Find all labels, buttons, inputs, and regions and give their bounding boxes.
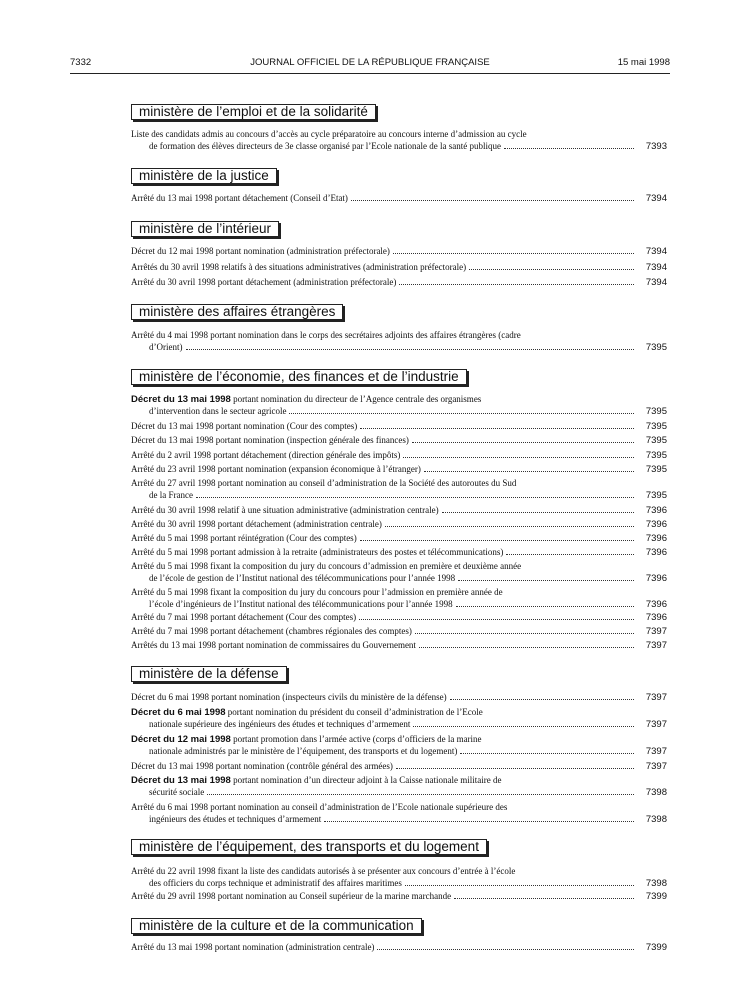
entry-text: portant promotion dans l’armée active (corps d’officiers de la marine <box>230 734 482 744</box>
entry-page-number: 7396 <box>645 505 667 516</box>
entry-text-tail <box>131 891 451 903</box>
entry-text: de formation des élèves directeurs de 3e classe organisé par l’Ecole nationale de la santé publique <box>149 140 501 151</box>
entry-act-title: Décret du 13 mai 1998 <box>131 421 214 431</box>
entry-page-number: 7398 <box>645 813 667 825</box>
summary-entry[interactable] <box>131 193 667 205</box>
dot-leader <box>207 793 634 795</box>
entry-page-number: 7398 <box>645 786 667 798</box>
ministry-heading: ministère de la culture et de la communication <box>131 918 422 934</box>
entry-text: de la France <box>149 489 193 500</box>
entry-act-title: Décret du 12 mai 1998 <box>131 734 231 745</box>
entry-page-number: 7393 <box>645 140 667 152</box>
entry-text-tail <box>149 599 453 611</box>
entry-leader-line <box>131 942 667 954</box>
entry-text-tail <box>149 746 457 758</box>
dot-leader <box>360 427 634 429</box>
entry-text: Arrêté du 29 avril 1998 portant nomination au Conseil supérieur de la marine marchande <box>131 891 452 901</box>
dot-leader <box>403 456 634 458</box>
entry-text-tail <box>149 814 321 826</box>
summary-entry[interactable] <box>131 450 667 462</box>
entry-page-number: 7394 <box>645 277 667 288</box>
entry-page-number: 7395 <box>645 464 667 475</box>
entry-page-number: 7397 <box>645 692 667 703</box>
entry-text: Arrêté du 5 mai 1998 fixant la composition du jury du concours d’admission en première et deuxième année <box>131 561 522 571</box>
entry-page-number: 7394 <box>645 246 667 257</box>
entry-first-line <box>131 561 631 573</box>
ministry-heading: ministère de la justice <box>131 168 277 184</box>
entry-page-number: 7396 <box>645 533 667 544</box>
ministry-heading: ministère de la défense <box>131 666 287 682</box>
entry-page-number: 7395 <box>645 341 667 353</box>
entry-text-tail <box>131 277 396 289</box>
journal-title: JOURNAL OFFICIEL DE LA RÉPUBLIQUE FRANÇAISE <box>250 57 490 68</box>
entry-text: Arrêté du 5 mai 1998 portant admission à la retraite (administrateurs des postes et télécommunications) <box>131 547 504 557</box>
entry-text-tail <box>149 406 286 418</box>
entry-text-tail <box>149 719 410 731</box>
entry-first-line <box>131 587 631 599</box>
dot-leader <box>396 767 634 769</box>
issue-date: 15 mai 1998 <box>617 57 670 68</box>
summary-entry[interactable] <box>131 734 667 757</box>
summary-entry[interactable] <box>131 942 667 954</box>
entry-first-line <box>131 707 631 719</box>
dot-leader <box>351 199 634 201</box>
entry-page-number: 7397 <box>645 718 667 730</box>
entry-leader-line <box>131 719 667 731</box>
entry-text: Arrêtés du 13 mai 1998 portant nomination de commissaires du Gouvernement <box>131 640 416 650</box>
entry-text-tail <box>131 547 503 559</box>
entry-text-tail <box>149 787 204 799</box>
entry-first-line <box>131 394 631 406</box>
summary-entry[interactable] <box>131 707 667 730</box>
entry-leader-line <box>131 746 667 758</box>
entry-text: portant nomination du président du conseil d’administration de l’Ecole <box>225 707 483 717</box>
entry-leader-line <box>131 406 667 418</box>
dot-leader <box>399 283 634 285</box>
entry-act-title: Décret du 13 mai 1998 <box>131 775 231 786</box>
entry-first-line <box>131 866 631 878</box>
entry-leader-line <box>131 490 667 502</box>
entry-text: portant nomination (Cour des comptes) <box>213 421 358 431</box>
entry-text: Arrêté du 7 mai 1998 portant détachement (chambres régionales des comptes) <box>131 626 412 636</box>
entry-text: Arrêté du 2 avril 1998 portant détachement (direction générale des impôts) <box>131 450 401 460</box>
entry-page-number: 7394 <box>645 193 667 204</box>
entry-leader-line <box>131 193 667 205</box>
summary-entry[interactable] <box>131 891 667 903</box>
ministry-heading: ministère des affaires étrangères <box>131 304 343 320</box>
entry-text: Arrêté du 7 mai 1998 portant détachement (Cour des comptes) <box>131 612 357 622</box>
entry-text: Arrêté du 5 mai 1998 portant réintégration (Cour des comptes) <box>131 533 357 543</box>
dot-leader <box>454 897 634 899</box>
summary-entry[interactable] <box>131 262 667 274</box>
entry-text: portant nomination (inspection générale des finances) <box>213 435 409 445</box>
summary-entry[interactable] <box>131 464 667 476</box>
entry-text-tail <box>131 612 356 624</box>
ministry-heading: ministère de l’équipement, des transports et du logement <box>131 839 487 855</box>
dot-leader <box>289 412 634 414</box>
entry-text: l’école d’ingénieurs de l’Institut national des télécommunications pour l’année 1998 <box>149 598 453 609</box>
entry-act-title: Décret du 13 mai 1998 <box>131 761 214 771</box>
entry-leader-line <box>131 141 667 153</box>
entry-text-tail <box>131 692 447 704</box>
entry-page-number: 7395 <box>645 450 667 461</box>
entry-text-tail <box>131 519 382 531</box>
entry-text: Arrêtés du 30 avril 1998 relatifs à des situations administratives (administration préfectorale) <box>131 262 467 272</box>
entry-text: portant nomination du directeur de l’Agence centrale des organismes <box>230 394 482 404</box>
dot-leader <box>377 948 634 950</box>
entry-page-number: 7397 <box>645 761 667 772</box>
entry-page-number: 7395 <box>645 421 667 432</box>
entry-text-tail <box>131 435 409 447</box>
entry-page-number: 7399 <box>645 942 667 953</box>
dot-leader <box>456 605 634 607</box>
dot-leader <box>412 441 634 443</box>
dot-leader <box>393 252 634 254</box>
dot-leader <box>413 725 634 727</box>
entry-first-line <box>131 129 631 141</box>
entry-leader-line <box>131 450 667 462</box>
entry-text: nationale supérieure des ingénieurs des études et techniques d’armement <box>149 718 411 729</box>
dot-leader <box>419 646 634 648</box>
entry-leader-line <box>131 878 667 890</box>
entry-page-number: 7394 <box>645 262 667 273</box>
entry-text: d’intervention dans le secteur agricole <box>149 405 287 416</box>
entry-leader-line <box>131 547 667 559</box>
summary-entry[interactable] <box>131 775 667 798</box>
entry-text: nationale administrés par le ministère de l’équipement, des transports et du logement) <box>149 745 458 756</box>
dot-leader <box>450 698 634 700</box>
summary-entry[interactable] <box>131 561 667 584</box>
entry-text: Arrêté du 30 avril 1998 portant détachement (administration centrale) <box>131 519 382 529</box>
entry-leader-line <box>131 761 667 773</box>
entry-leader-line <box>131 640 667 652</box>
summary-entry[interactable] <box>131 626 667 638</box>
dot-leader <box>458 579 634 581</box>
ministry-heading: ministère de l’économie, des finances et de l’industrie <box>131 369 467 385</box>
summary-entry[interactable] <box>131 587 667 610</box>
entry-text: Arrêté du 13 mai 1998 portant détachement (Conseil d’Etat) <box>131 193 348 203</box>
entry-page-number: 7397 <box>645 626 667 637</box>
summary-entry[interactable] <box>131 802 667 825</box>
entry-leader-line <box>131 891 667 903</box>
entry-text: Liste des candidats admis au concours d’accès au cycle préparatoire au concours interne d’admission au cycle <box>131 129 527 139</box>
dot-leader <box>415 632 634 634</box>
dot-leader <box>359 618 634 620</box>
summary-entry[interactable] <box>131 505 667 517</box>
entry-text: Arrêté du 13 mai 1998 portant nomination (administration centrale) <box>131 942 375 952</box>
summary-entry[interactable] <box>131 129 667 152</box>
entry-page-number: 7399 <box>645 891 667 902</box>
entry-leader-line <box>131 612 667 624</box>
page-number: 7332 <box>70 57 92 68</box>
entry-act-title: Décret du 13 mai 1998 <box>131 394 231 405</box>
summary-entry[interactable] <box>131 692 667 704</box>
entry-text-tail <box>131 533 357 545</box>
entry-text: portant nomination d’un directeur adjoint à la Caisse nationale militaire de <box>230 775 502 785</box>
ministry-heading: ministère de l’emploi et de la solidarité <box>131 104 376 120</box>
entry-leader-line <box>131 599 667 611</box>
entry-leader-line <box>131 692 667 704</box>
entry-page-number: 7396 <box>645 572 667 584</box>
entry-act-title: Décret du 6 mai 1998 <box>131 692 209 702</box>
entry-text-tail <box>149 490 193 502</box>
entry-text: Arrêté du 22 avril 1998 fixant la liste des candidats autorisés à se présenter aux concours d’entrée à l’école <box>131 866 516 876</box>
entry-text-tail <box>149 342 183 354</box>
summary-entry[interactable] <box>131 478 667 501</box>
entry-leader-line <box>131 573 667 585</box>
entry-leader-line <box>131 505 667 517</box>
summary-entry[interactable] <box>131 246 667 258</box>
entry-text: Arrêté du 23 avril 1998 portant nomination (expansion économique à l’étranger) <box>131 464 421 474</box>
summary-entry[interactable] <box>131 866 667 889</box>
entry-page-number: 7396 <box>645 598 667 610</box>
entry-leader-line <box>131 246 667 258</box>
summary-entry[interactable] <box>131 640 667 652</box>
entry-text-tail <box>131 640 416 652</box>
entry-leader-line <box>131 626 667 638</box>
entry-page-number: 7395 <box>645 435 667 446</box>
entry-text-tail <box>131 262 466 274</box>
entry-text-tail <box>149 573 455 585</box>
entry-leader-line <box>131 435 667 447</box>
entry-leader-line <box>131 262 667 274</box>
entry-text-tail <box>131 193 348 205</box>
dot-leader <box>442 511 634 513</box>
entry-text: ingénieurs des études et techniques d’armement <box>149 813 322 824</box>
entry-text-tail <box>131 761 393 773</box>
entry-text-tail <box>131 450 400 462</box>
summary-entry[interactable] <box>131 533 667 545</box>
summary-entry[interactable] <box>131 547 667 559</box>
entry-text: Arrêté du 30 avril 1998 relatif à une situation administrative (administration centrale) <box>131 505 439 515</box>
entry-leader-line <box>131 533 667 545</box>
entry-act-title: Décret du 13 mai 1998 <box>131 435 214 445</box>
entry-text: portant nomination (inspecteurs civils du ministère de la défense) <box>208 692 447 702</box>
entry-text: Arrêté du 30 avril 1998 portant détachement (administration préfectorale) <box>131 277 397 287</box>
entry-page-number: 7398 <box>645 877 667 889</box>
entry-page-number: 7395 <box>645 489 667 501</box>
entry-text: sécurité sociale <box>149 786 205 797</box>
dot-leader <box>424 470 634 472</box>
summary-entry[interactable] <box>131 277 667 289</box>
header-rule <box>70 73 670 74</box>
summary-entry[interactable] <box>131 761 667 773</box>
entry-text-tail <box>131 505 439 517</box>
entry-page-number: 7397 <box>645 640 667 651</box>
summary-entry[interactable] <box>131 421 667 433</box>
dot-leader <box>460 752 634 754</box>
dot-leader <box>385 525 634 527</box>
entry-text-tail <box>149 141 501 153</box>
entry-text-tail <box>131 626 412 638</box>
ministry-heading: ministère de l’intérieur <box>131 221 279 237</box>
entry-text: Arrêté du 5 mai 1998 fixant la composition du jury du concours pour l’admission en première année de <box>131 587 503 597</box>
entry-text-tail <box>131 421 357 433</box>
entry-leader-line <box>131 342 667 354</box>
entry-page-number: 7396 <box>645 519 667 530</box>
entry-text: de l’école de gestion de l’Institut national des télécommunications pour l’année 1998 <box>149 572 456 583</box>
entry-text: Arrêté du 6 mai 1998 portant nomination au conseil d’administration de l’Ecole nationale supérieure des <box>131 802 508 812</box>
entry-first-line <box>131 802 631 814</box>
entry-text: portant nomination (contrôle général des armées) <box>213 761 393 771</box>
dot-leader <box>405 884 634 886</box>
entry-leader-line <box>131 787 667 799</box>
dot-leader <box>469 268 634 270</box>
dot-leader <box>360 539 634 541</box>
summary-entry[interactable] <box>131 612 667 624</box>
entry-text: des officiers du corps technique et administratif des affaires maritimes <box>149 877 402 888</box>
entry-text: Arrêté du 4 mai 1998 portant nomination dans le corps des secrétaires adjoints des affaires étrangères (cadre <box>131 330 521 340</box>
entry-act-title: Décret du 6 mai 1998 <box>131 707 226 718</box>
entry-text-tail <box>149 878 402 890</box>
entry-text: portant nomination (administration préfectorale) <box>213 246 390 256</box>
entry-act-title: Décret du 12 mai 1998 <box>131 246 214 256</box>
entry-page-number: 7397 <box>645 745 667 757</box>
dot-leader <box>324 820 634 822</box>
entry-page-number: 7396 <box>645 612 667 623</box>
entry-leader-line <box>131 277 667 289</box>
entry-first-line <box>131 775 631 787</box>
dot-leader <box>504 147 634 149</box>
page-header <box>70 57 670 71</box>
dot-leader <box>506 553 634 555</box>
entry-first-line <box>131 330 631 342</box>
entry-text: Arrêté du 27 avril 1998 portant nomination au conseil d’administration de la Société des autoroutes du Sud <box>131 478 517 488</box>
entry-leader-line <box>131 421 667 433</box>
summary-entry[interactable] <box>131 519 667 531</box>
entry-text-tail <box>131 246 390 258</box>
summary-entry[interactable] <box>131 435 667 447</box>
dot-leader <box>186 348 635 350</box>
summary-entry[interactable] <box>131 330 667 353</box>
entry-leader-line <box>131 519 667 531</box>
entry-first-line <box>131 734 631 746</box>
entry-page-number: 7396 <box>645 547 667 558</box>
entry-first-line <box>131 478 631 490</box>
entry-page-number: 7395 <box>645 405 667 417</box>
entry-text-tail <box>131 464 421 476</box>
summary-entry[interactable] <box>131 394 667 417</box>
entry-text-tail <box>131 942 374 954</box>
dot-leader <box>196 496 634 498</box>
entry-text: d’Orient) <box>149 341 183 352</box>
entry-leader-line <box>131 814 667 826</box>
entry-leader-line <box>131 464 667 476</box>
